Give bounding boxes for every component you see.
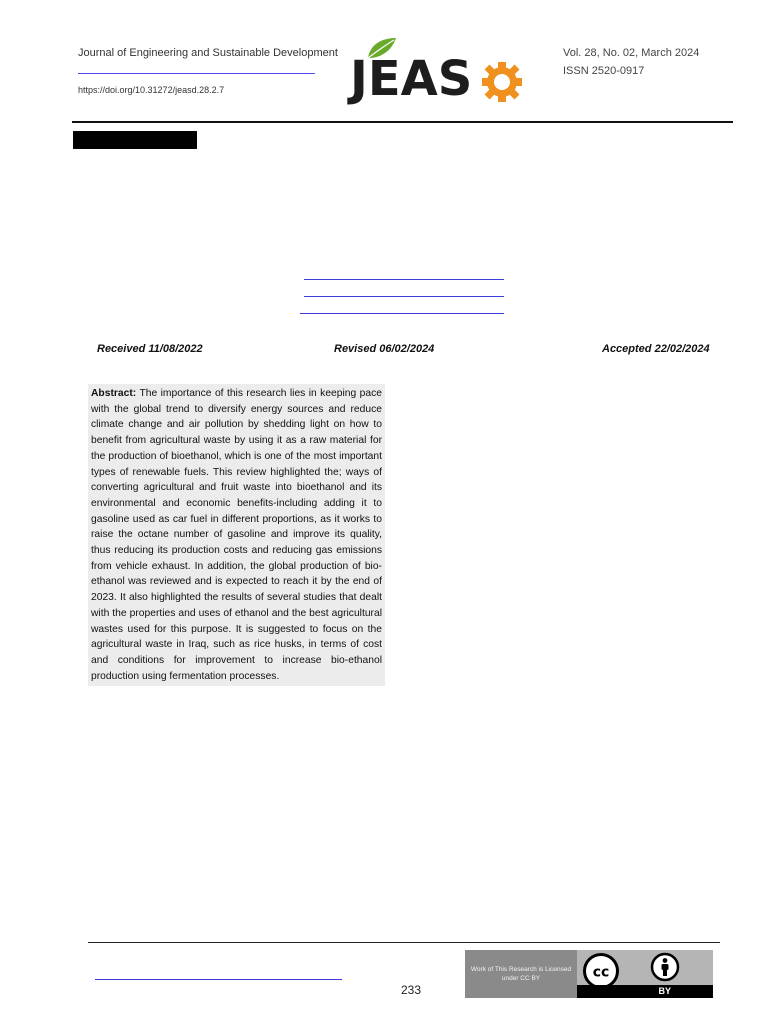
redacted-block [73, 131, 197, 149]
author-link-line[interactable] [300, 313, 504, 314]
creative-commons-icon [583, 953, 619, 989]
author-link-line[interactable] [304, 296, 504, 297]
logo-text: JEAS [350, 51, 473, 107]
attribution-icon [650, 952, 680, 982]
author-link-line[interactable] [304, 279, 504, 280]
gear-icon [482, 62, 522, 102]
footer-email-link-line[interactable] [95, 979, 342, 980]
issn: ISSN 2520-0917 [563, 65, 645, 77]
doi-link[interactable]: https://doi.org/10.31272/jeasd.28.2.7 [78, 85, 225, 95]
footer-rule [88, 942, 720, 943]
cc-by-badge [577, 950, 713, 998]
received-date: Received 11/08/2022 [97, 343, 203, 355]
license-text: Work of This Research is Licensed under CC BY [465, 950, 577, 998]
journal-name: Journal of Engineering and Sustainable Development [78, 47, 338, 59]
accepted-date: Accepted 22/02/2024 [602, 343, 710, 355]
abstract-text: The importance of this research lies in keeping pace with the global trend to diversify energy sources and reduce climate change and air pollution by shedding light on how to benefit from agricultural waste by using it as a raw material for the production of bioethanol, which is one of the most important types of renewable fuels. This review highlighted the; ways of converting agricultural and fruit waste into bioethanol and its environmental and economic benefits-including adding it to gasoline used as car fuel in different proportions, as it works to raise the octane number of gasoline and improve its quality, thus reducing its production costs and reducing gas emissions from vehicle exhaust. In addition, the global production of bio-ethanol was reviewed and is expected to reach it by the end of 2023. It also highlighted the results of several studies that dealt with the properties and uses of ethanol and the best agricultural wastes used for this purpose. It is suggested to focus on the agricultural waste in Iraq, such as rice husks, in terms of cost and conditions for improvement to increase bio-ethanol production using fermentation processes. [91, 388, 382, 682]
volume-info: Vol. 28, No. 02, March 2024 [563, 47, 700, 59]
abstract-box [88, 384, 385, 686]
page-number: 233 [401, 983, 422, 997]
header-rule [72, 121, 733, 123]
abstract-label: Abstract: [91, 388, 137, 399]
revised-date: Revised 06/02/2024 [334, 343, 435, 355]
jeasd-logo [346, 36, 526, 106]
license-by-bar [577, 985, 713, 998]
license-by-label: BY [658, 986, 671, 996]
cc-license-badge[interactable] [465, 950, 713, 998]
svg-text:cc: cc [592, 964, 610, 981]
journal-name-underline [78, 73, 315, 74]
